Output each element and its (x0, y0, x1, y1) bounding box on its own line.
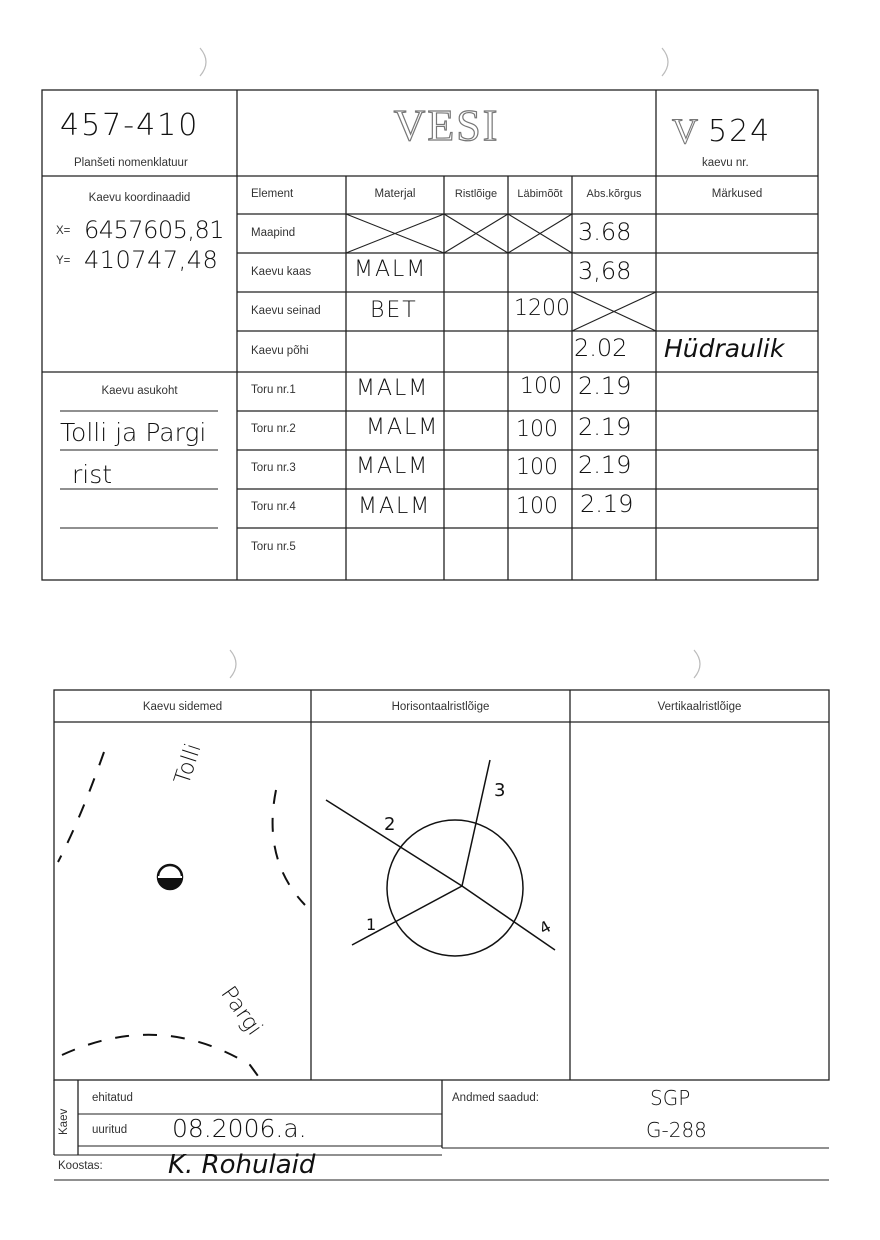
table-row-height: 3,68 (578, 257, 632, 285)
section-label-links: Kaevu sidemed (142, 701, 223, 713)
column-header-material: Materjal (374, 188, 416, 200)
well-symbol (158, 865, 182, 889)
form-title: VESI (393, 101, 500, 150)
section-label-horizontal: Horisontaalristlõige (391, 701, 490, 713)
table-row-height: 2.19 (580, 490, 634, 518)
x-coordinate: 6457605,81 (84, 216, 225, 244)
column-header-diameter: Läbimõõt (517, 188, 563, 200)
table-row-material: BET (370, 298, 418, 323)
section-label-vertical: Vertikaalristlõige (657, 701, 742, 713)
data-source-label: Andmed saadud: (452, 1092, 539, 1104)
compiler-label: Koostas: (58, 1160, 103, 1172)
column-header-notes: Märkused (711, 188, 763, 200)
table-row-element: Kaevu seinad (251, 305, 321, 317)
table-row-height: 3.68 (578, 218, 632, 246)
table-row-element: Toru nr.4 (251, 501, 296, 513)
surveyed-label: uuritud (92, 1124, 128, 1136)
table-row-diameter: 100 (520, 374, 562, 399)
table-row-material: MALM (356, 454, 430, 479)
street-label-tolli: Tolli (170, 740, 207, 788)
table-row-element: Toru nr.5 (251, 541, 296, 553)
plansheet-label: Planšeti nomenklatuur (74, 157, 188, 169)
table-row-element: Toru nr.1 (251, 384, 296, 396)
table-row-material: MALM (354, 257, 428, 282)
pipe-number-3: 3 (494, 780, 506, 801)
table-row-element: Kaevu kaas (251, 266, 312, 278)
table-row-height: 2.19 (578, 451, 632, 479)
surveyed-date: 08.2006.a. (172, 1114, 307, 1143)
table-row-material: MALM (366, 415, 440, 440)
table-row-diameter: 1200 (514, 296, 570, 321)
pipe-number-4: 4 (535, 916, 555, 939)
well-prefix: V (672, 111, 698, 151)
table-row-notes: Hüdraulik (664, 334, 785, 363)
pipe-number-2: 2 (384, 814, 396, 835)
column-header-height: Abs.kõrgus (586, 188, 642, 200)
data-source-value-2: G-288 (646, 1118, 707, 1142)
column-header-cross-section: Ristlõige (454, 188, 498, 200)
table-row-material: MALM (356, 376, 430, 401)
punch-hole-mark (662, 48, 668, 76)
table-row-height: 2.19 (578, 413, 632, 441)
location-line-1: Tolli ja Pargi (60, 418, 207, 447)
well-number-label: kaevu nr. (702, 157, 749, 169)
table-row-height: 2.19 (578, 372, 632, 400)
table-row-element: Toru nr.2 (251, 423, 296, 435)
compiler-name: K. Rohulaid (168, 1150, 316, 1180)
table-row-element: Kaevu põhi (251, 345, 309, 357)
punch-hole-mark (230, 650, 236, 678)
location-line-2: rist (72, 460, 113, 489)
y-coordinate: 410747,48 (84, 246, 219, 274)
built-label: ehitatud (92, 1092, 133, 1104)
plansheet-number: 457-410 (60, 108, 200, 143)
table-row-element: Toru nr.3 (251, 462, 296, 474)
street-label-pargi: Pargi (215, 982, 267, 1041)
table-row-element: Maapind (251, 227, 296, 239)
column-header-element: Element (251, 188, 294, 200)
horizontal-section-drawing (326, 760, 555, 956)
table-row-diameter: 100 (516, 455, 558, 480)
y-label: Y= (56, 255, 71, 267)
coordinates-label: Kaevu koordinaadid (88, 192, 191, 204)
table-row-diameter: 100 (516, 417, 558, 442)
table-row-diameter: 100 (516, 494, 558, 519)
location-label: Kaevu asukoht (101, 385, 178, 397)
street-sketch (58, 752, 305, 1076)
kaev-label: Kaev (58, 1108, 70, 1135)
punch-hole-mark (694, 650, 700, 678)
table-row-height: 2.02 (574, 334, 628, 362)
pipe-number-1: 1 (366, 915, 377, 934)
x-label: X= (56, 225, 71, 237)
data-source-value-1: SGP (650, 1086, 691, 1110)
table-row-material: MALM (358, 494, 432, 519)
punch-hole-mark (200, 48, 206, 76)
well-number: 524 (708, 114, 772, 149)
